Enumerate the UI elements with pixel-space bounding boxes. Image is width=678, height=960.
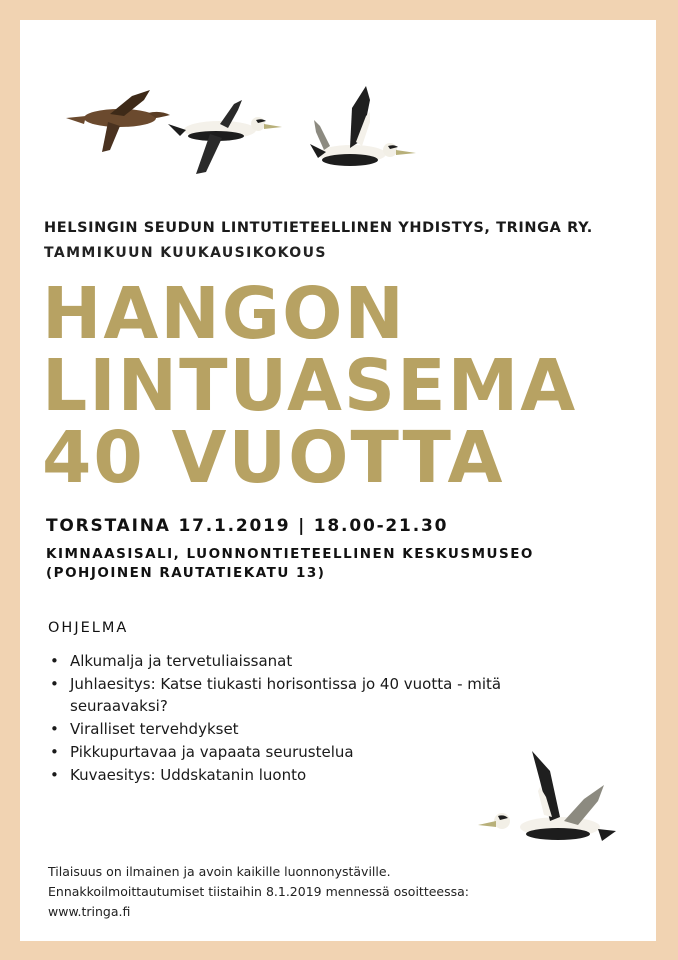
footer-info [48,862,469,922]
program-list [48,650,518,787]
venue-line-2: (POHJOINEN RAUTATIEKATU 13) [46,565,326,581]
headline-line-2: LINTUASEMA [42,344,578,427]
headline [42,272,578,499]
program-item: • Alkumalja ja tervetuliaissanat [50,652,293,670]
program-item: • Pikkupurtavaa ja vapaata seurustelua [50,743,354,761]
eider-female-flying-icon [66,90,170,152]
event-datetime: TORSTAINA 17.1.2019 | 18.00-21.30 [46,516,449,536]
venue-line-1: KIMNAASISALI, LUONNONTIETEELLINEN KESKUSMUSEO [46,546,534,562]
program-item: • Juhlaesitys: Katse tiukasti horisontissa jo 40 vuotta - mitä seuraavaksi? [50,675,502,715]
eider-male-flying-icon [168,100,282,174]
bullet-icon: • [50,720,59,738]
event-venue [46,545,534,583]
bullet-icon: • [50,743,59,761]
program-item: • Viralliset tervehdykset [50,720,239,738]
bullet-icon: • [50,766,59,784]
footer-line-2: Ennakkoilmoittautumiset tiistaihin 8.1.2019 mennessä osoitteessa: [48,884,470,899]
footer-website: www.tringa.fi [48,904,131,919]
eider-male-flying-icon [460,735,620,855]
organization-name: HELSINGIN SEUDUN LINTUTIETEELLINEN YHDISTYS, TRINGA RY. [44,220,593,236]
flying-eiders-illustration [60,80,420,200]
poster-card [20,20,656,941]
eider-male-flying-icon [310,86,416,166]
headline-line-1: HANGON [42,272,406,355]
meeting-title: TAMMIKUUN KUUKAUSIKOKOUS [44,245,327,261]
bullet-icon: • [50,652,59,670]
program-item: • Kuvaesitys: Uddskatanin luonto [50,766,307,784]
footer-line-1: Tilaisuus on ilmainen ja avoin kaikille luonnonystäville. [48,864,391,879]
program-title: OHJELMA [48,620,129,636]
bullet-icon: • [50,675,59,693]
headline-line-3: 40 VUOTTA [42,416,505,499]
